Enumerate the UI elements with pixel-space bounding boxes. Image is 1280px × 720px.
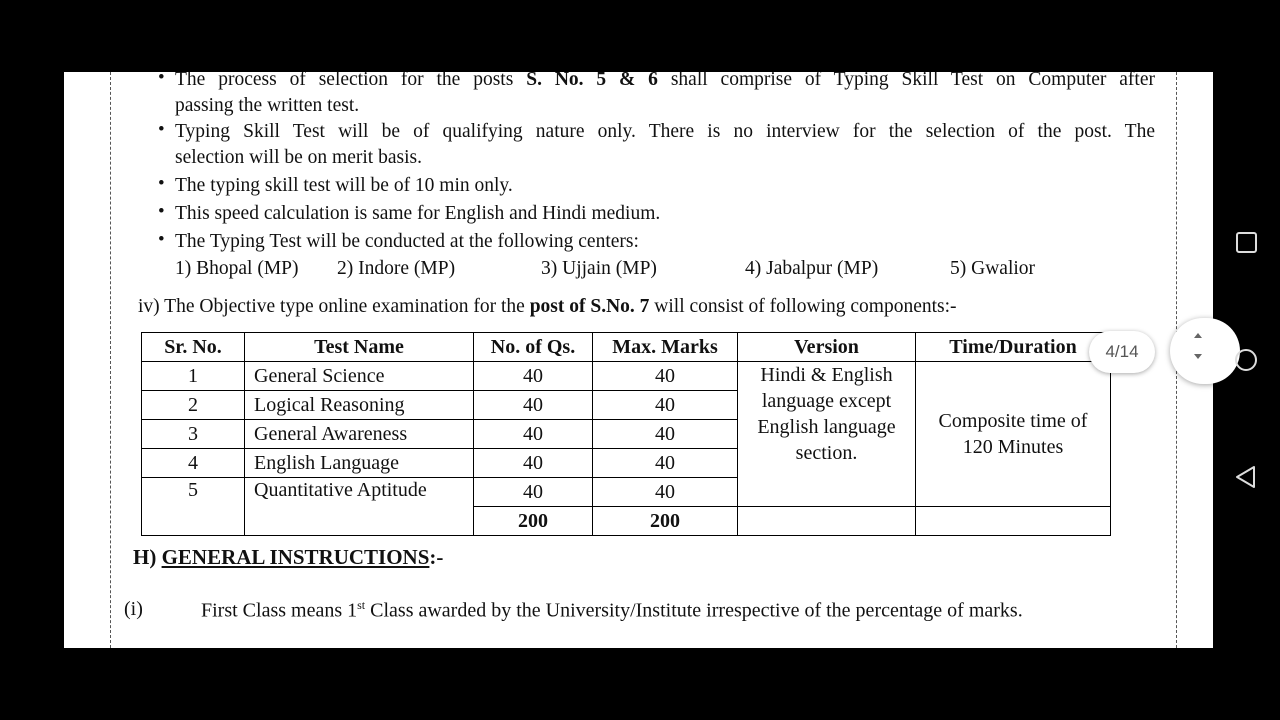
bullet-2-line1: Typing Skill Test will be of qualifying nature only. There is no interview for the selection of the post. The	[175, 121, 1155, 142]
cell-sr: 4	[142, 449, 245, 478]
bullet-dot: •	[158, 72, 165, 88]
cell-sr: 5	[142, 478, 245, 536]
bullet-dot: •	[158, 119, 165, 140]
fast-scroll-handle[interactable]	[1170, 318, 1240, 384]
version-line: section.	[795, 442, 858, 464]
cell-test-name: Quantitative Aptitude	[245, 478, 474, 536]
back-icon	[1232, 464, 1260, 492]
cell-qs: 40	[474, 420, 593, 449]
cell-total-marks: 200	[593, 507, 738, 536]
bullet-3: The typing skill test will be of 10 min only.	[175, 175, 513, 196]
cell-qs: 40	[474, 478, 593, 507]
cell-test-name: English Language	[245, 449, 474, 478]
section-iv-heading: iv) The Objective type online examination for the post of S.No. 7 will consist of following components:-	[138, 296, 957, 317]
header-time-duration: Time/Duration	[916, 333, 1111, 362]
bullet-1-line1: The process of selection for the posts S. No. 5 & 6 shall comprise of Typing Skill Test on Computer after	[175, 72, 1155, 90]
recent-apps-button[interactable]	[1232, 230, 1260, 263]
pdf-page	[64, 72, 1213, 648]
cell-marks: 40	[593, 478, 738, 507]
section-h-heading: H) GENERAL INSTRUCTIONS:-	[133, 545, 444, 569]
cell-marks: 40	[593, 391, 738, 420]
header-test-name: Test Name	[245, 333, 474, 362]
header-sr-no: Sr. No.	[142, 333, 245, 362]
center-gwalior: 5) Gwalior	[950, 258, 1036, 279]
time-line: Composite time of	[938, 410, 1088, 432]
cell-qs: 40	[474, 391, 593, 420]
table-row	[142, 362, 1111, 391]
instruction-i-text: First Class means 1st Class awarded by the University/Institute irrespective of the percentage of marks.	[201, 598, 1023, 622]
home-button[interactable]	[1232, 347, 1260, 380]
bullet-1-line2: passing the written test.	[175, 95, 360, 116]
cell-qs: 40	[474, 362, 593, 391]
cell-marks: 40	[593, 362, 738, 391]
center-jabalpur: 4) Jabalpur (MP)	[745, 258, 879, 279]
header-max-marks: Max. Marks	[593, 333, 738, 362]
cell-marks: 40	[593, 449, 738, 478]
cell-total-qs: 200	[474, 507, 593, 536]
instruction-i-number: (i)	[124, 598, 143, 620]
recent-apps-icon	[1232, 230, 1260, 258]
version-line: English language	[757, 416, 896, 438]
table-header-row	[142, 333, 1111, 362]
cell-test-name: General Science	[245, 362, 474, 391]
bullet-dot: •	[158, 229, 165, 250]
cell-qs: 40	[474, 449, 593, 478]
time-line: 120 Minutes	[962, 436, 1064, 458]
cell-test-name: General Awareness	[245, 420, 474, 449]
cell-sr: 1	[142, 362, 245, 391]
cell-sr: 2	[142, 391, 245, 420]
version-line: Hindi & English	[760, 364, 893, 386]
cell-version	[738, 362, 916, 507]
bullet-dot: •	[158, 173, 165, 194]
page-indicator: 4/14	[1089, 331, 1155, 373]
bullet-dot: •	[158, 201, 165, 222]
cell-test-name: Logical Reasoning	[245, 391, 474, 420]
cell-empty	[916, 507, 1111, 536]
cell-sr: 3	[142, 420, 245, 449]
cell-marks: 40	[593, 420, 738, 449]
scroll-arrows-icon	[1170, 318, 1240, 384]
home-icon	[1232, 347, 1260, 375]
bullet-2-line2: selection will be on merit basis.	[175, 147, 422, 168]
header-version: Version	[738, 333, 916, 362]
cell-empty	[738, 507, 916, 536]
center-bhopal: 1) Bhopal (MP)	[175, 258, 299, 279]
cell-time-duration	[916, 362, 1111, 507]
version-line: language except	[761, 390, 892, 412]
exam-components-table	[141, 332, 1111, 536]
center-ujjain: 3) Ujjain (MP)	[541, 258, 657, 279]
bullet-5: The Typing Test will be conducted at the following centers:	[175, 231, 639, 252]
center-indore: 2) Indore (MP)	[337, 258, 456, 279]
page-margin-left	[110, 72, 111, 648]
header-no-of-qs: No. of Qs.	[474, 333, 593, 362]
bullet-4: This speed calculation is same for English and Hindi medium.	[175, 203, 661, 224]
back-button[interactable]	[1232, 464, 1260, 497]
